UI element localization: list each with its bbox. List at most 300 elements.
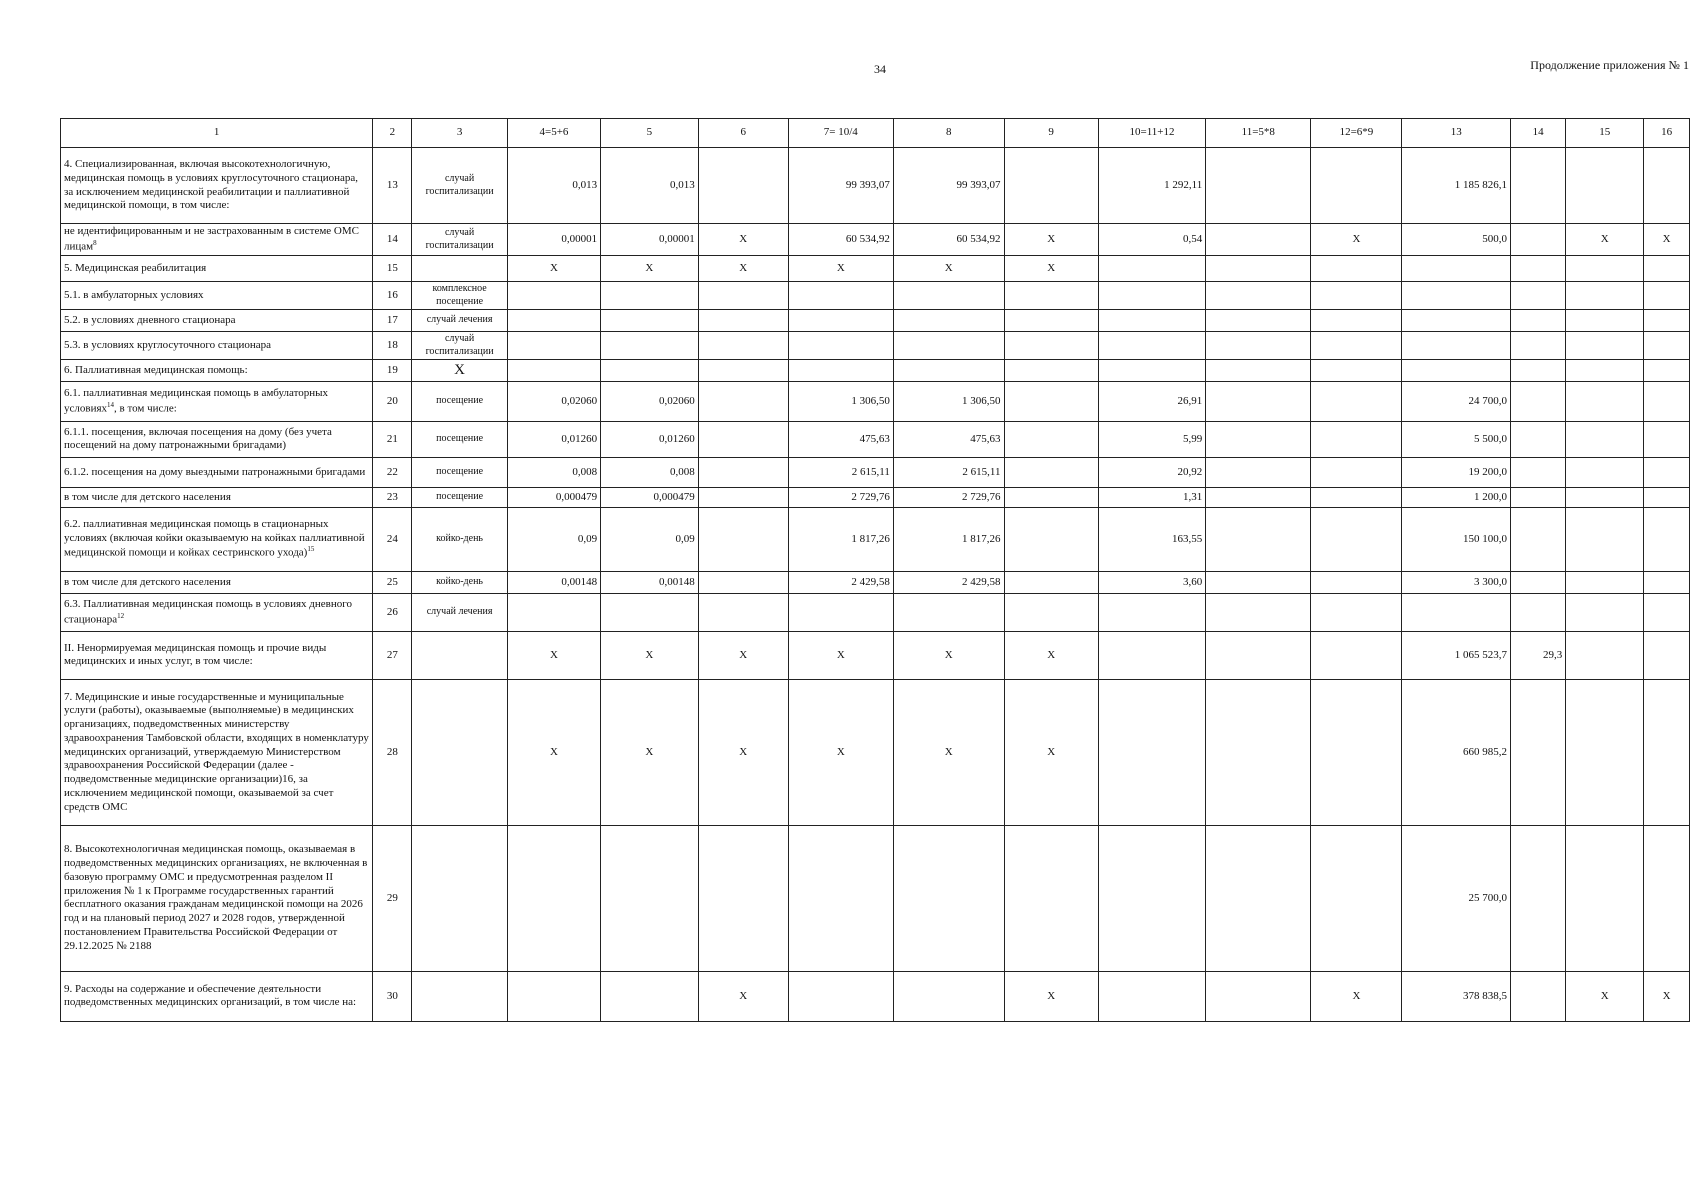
value-cell-c6: X	[698, 224, 788, 256]
unit-cell: случай госпитализации	[412, 224, 507, 256]
row-name	[61, 487, 373, 507]
row-name-text: 5.3. в условиях круглосуточного стационара	[64, 338, 272, 351]
value-cell-c11	[1206, 381, 1311, 421]
value-cell-c16	[1644, 360, 1690, 382]
value-cell-c15: X	[1566, 971, 1644, 1021]
value-cell-c7	[788, 971, 893, 1021]
row-name-text: не идентифицированным и не застрахованным в системе ОМС лицам	[64, 225, 359, 253]
value-cell-c8	[893, 310, 1004, 332]
row-name-text: 6.1.2. посещения на дому выездными патронажными бригадами	[64, 465, 366, 478]
row-name	[61, 457, 373, 487]
value-cell-c10	[1098, 825, 1205, 971]
column-header: 11=5*8	[1206, 119, 1311, 148]
value-cell-c13: 1 065 523,7	[1402, 631, 1510, 679]
value-cell-c8: 1 306,50	[893, 381, 1004, 421]
value-cell-c9: X	[1004, 224, 1098, 256]
row-name-text: 9. Расходы на содержание и обеспечение деятельности подведомственных медицинских организаций, в том числе на:	[64, 982, 357, 1009]
value-cell-c7: 2 729,76	[788, 487, 893, 507]
value-cell-c4	[507, 360, 600, 382]
row-name	[61, 571, 373, 593]
value-cell-c14	[1510, 310, 1565, 332]
value-cell-c16	[1644, 310, 1690, 332]
column-header: 15	[1566, 119, 1644, 148]
value-cell-c9	[1004, 421, 1098, 457]
value-cell-c10: 1 292,11	[1098, 148, 1205, 224]
value-cell-c9	[1004, 825, 1098, 971]
value-cell-c9	[1004, 487, 1098, 507]
value-cell-c5: 0,013	[601, 148, 699, 224]
value-cell-c10	[1098, 593, 1205, 631]
value-cell-c15	[1566, 825, 1644, 971]
value-cell-c4: X	[507, 631, 600, 679]
value-cell-c15	[1566, 256, 1644, 282]
header-row	[61, 119, 1690, 148]
column-header: 16	[1644, 119, 1690, 148]
value-cell-c6: X	[698, 679, 788, 825]
value-cell-c15	[1566, 360, 1644, 382]
value-cell-c13: 1 185 826,1	[1402, 148, 1510, 224]
value-cell-c14	[1510, 487, 1565, 507]
value-cell-c10: 1,31	[1098, 487, 1205, 507]
value-cell-c6	[698, 381, 788, 421]
value-cell-c7	[788, 825, 893, 971]
value-cell-c4: X	[507, 679, 600, 825]
value-cell-c5: 0,09	[601, 507, 699, 571]
value-cell-c12	[1311, 332, 1402, 360]
column-header: 5	[601, 119, 699, 148]
value-cell-c10: 3,60	[1098, 571, 1205, 593]
value-cell-c7	[788, 593, 893, 631]
row-name-text: 6.1. паллиативная медицинская помощь в амбулаторных условиях	[64, 386, 329, 415]
table-row	[61, 282, 1690, 310]
table-row	[61, 507, 1690, 571]
value-cell-c15	[1566, 457, 1644, 487]
value-cell-c15	[1566, 571, 1644, 593]
value-cell-c6	[698, 332, 788, 360]
value-cell-c10	[1098, 256, 1205, 282]
value-cell-c4	[507, 282, 600, 310]
row-name	[61, 825, 373, 971]
value-cell-c8	[893, 593, 1004, 631]
row-number: 27	[373, 631, 412, 679]
value-cell-c8: 60 534,92	[893, 224, 1004, 256]
column-header: 12=6*9	[1311, 119, 1402, 148]
value-cell-c7: X	[788, 679, 893, 825]
value-cell-c16	[1644, 487, 1690, 507]
row-name-text: 6. Паллиативная медицинская помощь:	[64, 363, 248, 376]
row-name	[61, 631, 373, 679]
value-cell-c12	[1311, 487, 1402, 507]
value-cell-c10: 26,91	[1098, 381, 1205, 421]
value-cell-c4: 0,09	[507, 507, 600, 571]
value-cell-c14	[1510, 571, 1565, 593]
value-cell-c11	[1206, 487, 1311, 507]
unit-cell: случай госпитализации	[412, 332, 507, 360]
value-cell-c12	[1311, 282, 1402, 310]
value-cell-c15	[1566, 631, 1644, 679]
value-cell-c8	[893, 825, 1004, 971]
value-cell-c11	[1206, 310, 1311, 332]
table-row	[61, 593, 1690, 631]
value-cell-c9	[1004, 381, 1098, 421]
unit-cell: койко-день	[412, 507, 507, 571]
value-cell-c13: 378 838,5	[1402, 971, 1510, 1021]
column-header: 9	[1004, 119, 1098, 148]
table-row	[61, 256, 1690, 282]
value-cell-c6: X	[698, 971, 788, 1021]
value-cell-c14	[1510, 457, 1565, 487]
value-cell-c15	[1566, 282, 1644, 310]
unit-cell: случай госпитализации	[412, 148, 507, 224]
value-cell-c12: X	[1311, 971, 1402, 1021]
row-name	[61, 282, 373, 310]
value-cell-c5: 0,01260	[601, 421, 699, 457]
value-cell-c6	[698, 310, 788, 332]
value-cell-c7: 2 429,58	[788, 571, 893, 593]
row-name-tail: , в том числе:	[114, 402, 177, 415]
row-name-text: 5. Медицинская реабилитация	[64, 261, 207, 274]
value-cell-c13: 500,0	[1402, 224, 1510, 256]
value-cell-c14	[1510, 971, 1565, 1021]
value-cell-c8	[893, 971, 1004, 1021]
value-cell-c15	[1566, 679, 1644, 825]
value-cell-c15	[1566, 487, 1644, 507]
value-cell-c16	[1644, 421, 1690, 457]
value-cell-c4: 0,013	[507, 148, 600, 224]
value-cell-c6	[698, 282, 788, 310]
value-cell-c8: 99 393,07	[893, 148, 1004, 224]
value-cell-c13	[1402, 256, 1510, 282]
row-name-text: 4. Специализированная, включая высокотехнологичную, медицинская помощь в условиях круглосуточного стационара, за исключением медицинской реабилитации и паллиативной медицинской помощи, в том числе:	[64, 158, 358, 212]
value-cell-c16	[1644, 679, 1690, 825]
value-cell-c15	[1566, 148, 1644, 224]
value-cell-c5	[601, 282, 699, 310]
value-cell-c14	[1510, 224, 1565, 256]
value-cell-c15	[1566, 381, 1644, 421]
footnote-mark: 8	[93, 238, 97, 247]
row-number: 23	[373, 487, 412, 507]
value-cell-c14	[1510, 360, 1565, 382]
value-cell-c6	[698, 825, 788, 971]
column-header: 10=11+12	[1098, 119, 1205, 148]
value-cell-c7: 60 534,92	[788, 224, 893, 256]
value-cell-c6	[698, 457, 788, 487]
value-cell-c13: 19 200,0	[1402, 457, 1510, 487]
value-cell-c16	[1644, 825, 1690, 971]
row-number: 13	[373, 148, 412, 224]
column-header: 7= 10/4	[788, 119, 893, 148]
value-cell-c4	[507, 593, 600, 631]
column-header: 13	[1402, 119, 1510, 148]
value-cell-c12	[1311, 457, 1402, 487]
value-cell-c11	[1206, 631, 1311, 679]
value-cell-c7: 475,63	[788, 421, 893, 457]
value-cell-c15: X	[1566, 224, 1644, 256]
row-number: 28	[373, 679, 412, 825]
column-header: 3	[412, 119, 507, 148]
row-number: 15	[373, 256, 412, 282]
value-cell-c5: X	[601, 631, 699, 679]
row-number: 14	[373, 224, 412, 256]
value-cell-c4: 0,01260	[507, 421, 600, 457]
value-cell-c15	[1566, 507, 1644, 571]
value-cell-c8	[893, 332, 1004, 360]
value-cell-c11	[1206, 507, 1311, 571]
unit-cell: посещение	[412, 421, 507, 457]
row-name	[61, 256, 373, 282]
unit-cell	[412, 679, 507, 825]
value-cell-c10	[1098, 310, 1205, 332]
value-cell-c13	[1402, 332, 1510, 360]
row-name	[61, 679, 373, 825]
row-name	[61, 507, 373, 571]
value-cell-c5: 0,008	[601, 457, 699, 487]
value-cell-c13: 660 985,2	[1402, 679, 1510, 825]
value-cell-c14	[1510, 332, 1565, 360]
value-cell-c12	[1311, 825, 1402, 971]
value-cell-c4: 0,00148	[507, 571, 600, 593]
value-cell-c10	[1098, 971, 1205, 1021]
value-cell-c12: X	[1311, 224, 1402, 256]
value-cell-c10: 0,54	[1098, 224, 1205, 256]
table-row	[61, 421, 1690, 457]
value-cell-c13: 150 100,0	[1402, 507, 1510, 571]
value-cell-c9	[1004, 310, 1098, 332]
value-cell-c14	[1510, 825, 1565, 971]
value-cell-c5: X	[601, 679, 699, 825]
unit-cell: посещение	[412, 487, 507, 507]
row-number: 30	[373, 971, 412, 1021]
value-cell-c6	[698, 421, 788, 457]
value-cell-c13: 24 700,0	[1402, 381, 1510, 421]
value-cell-c10: 20,92	[1098, 457, 1205, 487]
value-cell-c12	[1311, 381, 1402, 421]
value-cell-c16	[1644, 631, 1690, 679]
row-name	[61, 360, 373, 382]
value-cell-c16	[1644, 593, 1690, 631]
value-cell-c11	[1206, 679, 1311, 825]
value-cell-c7: 1 306,50	[788, 381, 893, 421]
value-cell-c11	[1206, 571, 1311, 593]
value-cell-c16: X	[1644, 971, 1690, 1021]
table-row	[61, 381, 1690, 421]
value-cell-c13	[1402, 310, 1510, 332]
value-cell-c8: X	[893, 256, 1004, 282]
column-header: 1	[61, 119, 373, 148]
value-cell-c13	[1402, 360, 1510, 382]
value-cell-c8	[893, 360, 1004, 382]
value-cell-c12	[1311, 593, 1402, 631]
value-cell-c14	[1510, 421, 1565, 457]
unit-cell: комплексное посещение	[412, 282, 507, 310]
unit-cell: койко-день	[412, 571, 507, 593]
row-number: 29	[373, 825, 412, 971]
unit-cell: случай лечения	[412, 593, 507, 631]
value-cell-c5	[601, 360, 699, 382]
row-name	[61, 224, 373, 256]
value-cell-c16	[1644, 381, 1690, 421]
value-cell-c4	[507, 825, 600, 971]
value-cell-c10	[1098, 631, 1205, 679]
value-cell-c13: 5 500,0	[1402, 421, 1510, 457]
value-cell-c4: 0,008	[507, 457, 600, 487]
value-cell-c11	[1206, 332, 1311, 360]
value-cell-c12	[1311, 571, 1402, 593]
row-name-text: 5.2. в условиях дневного стационара	[64, 313, 236, 326]
row-name-text: 6.1.1. посещения, включая посещения на дому (без учета посещений на дому патронажными бригадами)	[64, 425, 332, 452]
column-header: 14	[1510, 119, 1565, 148]
row-number: 26	[373, 593, 412, 631]
unit-cell	[412, 971, 507, 1021]
value-cell-c7: X	[788, 631, 893, 679]
unit-cell: случай лечения	[412, 310, 507, 332]
value-cell-c4: X	[507, 256, 600, 282]
value-cell-c7	[788, 310, 893, 332]
value-cell-c10: 5,99	[1098, 421, 1205, 457]
value-cell-c16	[1644, 282, 1690, 310]
table-row	[61, 487, 1690, 507]
value-cell-c9: X	[1004, 631, 1098, 679]
row-number: 18	[373, 332, 412, 360]
value-cell-c14: 29,3	[1510, 631, 1565, 679]
footnote-mark: 15	[307, 545, 315, 554]
row-name-text: в том числе для детского населения	[64, 490, 231, 503]
table-row	[61, 332, 1690, 360]
value-cell-c14	[1510, 593, 1565, 631]
value-cell-c15	[1566, 332, 1644, 360]
value-cell-c16	[1644, 256, 1690, 282]
value-cell-c9	[1004, 571, 1098, 593]
value-cell-c5: 0,000479	[601, 487, 699, 507]
value-cell-c7	[788, 332, 893, 360]
page-number: 34	[874, 62, 886, 76]
value-cell-c5: 0,00001	[601, 224, 699, 256]
value-cell-c12	[1311, 507, 1402, 571]
column-header: 2	[373, 119, 412, 148]
row-number: 16	[373, 282, 412, 310]
value-cell-c12	[1311, 360, 1402, 382]
footnote-mark: 12	[117, 611, 125, 620]
value-cell-c11	[1206, 360, 1311, 382]
value-cell-c12	[1311, 148, 1402, 224]
value-cell-c12	[1311, 679, 1402, 825]
value-cell-c9: X	[1004, 971, 1098, 1021]
value-cell-c16	[1644, 332, 1690, 360]
value-cell-c6	[698, 507, 788, 571]
value-cell-c15	[1566, 421, 1644, 457]
table-row	[61, 679, 1690, 825]
value-cell-c12	[1311, 310, 1402, 332]
row-number: 17	[373, 310, 412, 332]
unit-cell: X	[412, 360, 507, 382]
value-cell-c9	[1004, 332, 1098, 360]
value-cell-c14	[1510, 282, 1565, 310]
value-cell-c16: X	[1644, 224, 1690, 256]
value-cell-c4: 0,02060	[507, 381, 600, 421]
value-cell-c12	[1311, 421, 1402, 457]
value-cell-c8	[893, 282, 1004, 310]
value-cell-c10	[1098, 332, 1205, 360]
value-cell-c4	[507, 971, 600, 1021]
value-cell-c11	[1206, 421, 1311, 457]
value-cell-c10: 163,55	[1098, 507, 1205, 571]
row-number: 20	[373, 381, 412, 421]
unit-cell: посещение	[412, 457, 507, 487]
value-cell-c9	[1004, 148, 1098, 224]
table-row	[61, 825, 1690, 971]
row-name	[61, 421, 373, 457]
value-cell-c5: X	[601, 256, 699, 282]
value-cell-c4: 0,00001	[507, 224, 600, 256]
value-cell-c10	[1098, 360, 1205, 382]
value-cell-c7	[788, 282, 893, 310]
unit-cell	[412, 256, 507, 282]
value-cell-c11	[1206, 825, 1311, 971]
value-cell-c14	[1510, 381, 1565, 421]
value-cell-c8: X	[893, 679, 1004, 825]
table-row	[61, 457, 1690, 487]
data-table	[60, 118, 1690, 1022]
column-header: 8	[893, 119, 1004, 148]
value-cell-c9	[1004, 457, 1098, 487]
value-cell-c15	[1566, 593, 1644, 631]
value-cell-c4	[507, 310, 600, 332]
value-cell-c15	[1566, 310, 1644, 332]
value-cell-c8: 2 615,11	[893, 457, 1004, 487]
row-name-text: 5.1. в амбулаторных условиях	[64, 288, 204, 301]
value-cell-c6	[698, 593, 788, 631]
table-row	[61, 571, 1690, 593]
unit-cell: посещение	[412, 381, 507, 421]
value-cell-c5	[601, 310, 699, 332]
value-cell-c5	[601, 971, 699, 1021]
value-cell-c4: 0,000479	[507, 487, 600, 507]
value-cell-c13: 1 200,0	[1402, 487, 1510, 507]
table-row	[61, 971, 1690, 1021]
table-row	[61, 360, 1690, 382]
value-cell-c12	[1311, 256, 1402, 282]
row-number: 19	[373, 360, 412, 382]
value-cell-c14	[1510, 507, 1565, 571]
value-cell-c14	[1510, 679, 1565, 825]
value-cell-c7	[788, 360, 893, 382]
table-body	[61, 148, 1690, 1022]
value-cell-c13	[1402, 593, 1510, 631]
value-cell-c11	[1206, 148, 1311, 224]
value-cell-c14	[1510, 148, 1565, 224]
value-cell-c6: X	[698, 256, 788, 282]
value-cell-c9	[1004, 282, 1098, 310]
value-cell-c9	[1004, 360, 1098, 382]
table-row	[61, 310, 1690, 332]
row-number: 24	[373, 507, 412, 571]
value-cell-c10	[1098, 282, 1205, 310]
value-cell-c8: 2 429,58	[893, 571, 1004, 593]
value-cell-c9: X	[1004, 679, 1098, 825]
value-cell-c12	[1311, 631, 1402, 679]
row-name	[61, 332, 373, 360]
row-name-text: 6.3. Паллиативная медицинская помощь в условиях дневного стационара	[64, 597, 352, 626]
row-name	[61, 148, 373, 224]
value-cell-c5	[601, 825, 699, 971]
row-name-text: 6.2. паллиативная медицинская помощь в стационарных условиях (включая койки оказываемую на койках паллиативной медицинской помощи и койках сестринского ухода)	[64, 517, 365, 560]
row-name	[61, 593, 373, 631]
row-name	[61, 381, 373, 421]
value-cell-c8: X	[893, 631, 1004, 679]
value-cell-c11	[1206, 256, 1311, 282]
value-cell-c6: X	[698, 631, 788, 679]
value-cell-c9	[1004, 593, 1098, 631]
